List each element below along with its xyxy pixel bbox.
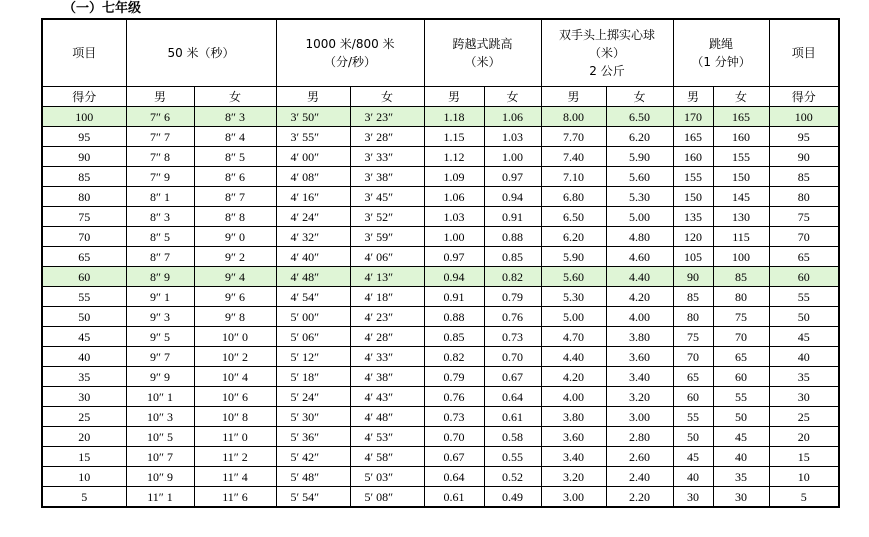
cell-score: 100 bbox=[42, 107, 126, 127]
subheader-male: 男 bbox=[424, 87, 484, 107]
cell-score-right: 100 bbox=[769, 107, 839, 127]
cell-jump-male: 0.82 bbox=[424, 347, 484, 367]
cell-800m-female: 3′ 45″ bbox=[350, 187, 424, 207]
cell-50m-male: 8″ 7 bbox=[126, 247, 194, 267]
cell-50m-male: 11″ 1 bbox=[126, 487, 194, 508]
cell-50m-male: 8″ 3 bbox=[126, 207, 194, 227]
subheader-row bbox=[42, 87, 839, 107]
cell-jump-male: 1.09 bbox=[424, 167, 484, 187]
table-row bbox=[42, 367, 839, 387]
cell-ball-female: 3.20 bbox=[606, 387, 673, 407]
cell-1000m-male: 5′ 06″ bbox=[276, 327, 350, 347]
cell-score: 15 bbox=[42, 447, 126, 467]
cell-score-right: 35 bbox=[769, 367, 839, 387]
cell-jump-female: 0.64 bbox=[484, 387, 541, 407]
cell-rope-female: 145 bbox=[713, 187, 769, 207]
cell-ball-male: 7.70 bbox=[541, 127, 606, 147]
header-jump-line1: 跨越式跳高 bbox=[452, 37, 513, 51]
cell-jump-male: 0.67 bbox=[424, 447, 484, 467]
cell-score-right: 30 bbox=[769, 387, 839, 407]
cell-50m-male: 9″ 5 bbox=[126, 327, 194, 347]
subheader-score: 得分 bbox=[42, 87, 126, 107]
cell-rope-female: 75 bbox=[713, 307, 769, 327]
cell-50m-male: 10″ 9 bbox=[126, 467, 194, 487]
cell-50m-female: 9″ 8 bbox=[194, 307, 276, 327]
cell-score: 60 bbox=[42, 267, 126, 287]
cell-50m-female: 8″ 6 bbox=[194, 167, 276, 187]
cell-ball-female: 3.60 bbox=[606, 347, 673, 367]
cell-jump-male: 0.73 bbox=[424, 407, 484, 427]
header-item-right: 项目 bbox=[769, 19, 839, 87]
cell-1000m-male: 5′ 36″ bbox=[276, 427, 350, 447]
cell-rope-male: 55 bbox=[673, 407, 713, 427]
table-row bbox=[42, 147, 839, 167]
cell-rope-female: 35 bbox=[713, 467, 769, 487]
cell-rope-male: 170 bbox=[673, 107, 713, 127]
table-row bbox=[42, 487, 839, 508]
cell-score-right: 50 bbox=[769, 307, 839, 327]
table-row bbox=[42, 167, 839, 187]
cell-ball-female: 6.50 bbox=[606, 107, 673, 127]
cell-1000m-male: 5′ 18″ bbox=[276, 367, 350, 387]
cell-score-right: 95 bbox=[769, 127, 839, 147]
subheader-male: 男 bbox=[126, 87, 194, 107]
cell-800m-female: 3′ 33″ bbox=[350, 147, 424, 167]
section-title: （一）七年级 bbox=[63, 1, 142, 16]
cell-ball-male: 7.10 bbox=[541, 167, 606, 187]
header-ball-line1: 双手头上掷实心球 bbox=[559, 28, 656, 42]
cell-800m-female: 3′ 28″ bbox=[350, 127, 424, 147]
cell-50m-female: 8″ 7 bbox=[194, 187, 276, 207]
cell-jump-female: 1.06 bbox=[484, 107, 541, 127]
cell-50m-male: 8″ 1 bbox=[126, 187, 194, 207]
cell-rope-female: 50 bbox=[713, 407, 769, 427]
cell-jump-female: 0.67 bbox=[484, 367, 541, 387]
cell-score: 70 bbox=[42, 227, 126, 247]
cell-50m-male: 7″ 7 bbox=[126, 127, 194, 147]
table-row bbox=[42, 427, 839, 447]
cell-ball-male: 4.00 bbox=[541, 387, 606, 407]
cell-score-right: 75 bbox=[769, 207, 839, 227]
cell-50m-female: 11″ 6 bbox=[194, 487, 276, 508]
cell-rope-male: 135 bbox=[673, 207, 713, 227]
cell-ball-male: 4.40 bbox=[541, 347, 606, 367]
cell-50m-male: 7″ 9 bbox=[126, 167, 194, 187]
table-row bbox=[42, 287, 839, 307]
cell-50m-female: 11″ 0 bbox=[194, 427, 276, 447]
cell-800m-female: 4′ 38″ bbox=[350, 367, 424, 387]
cell-50m-female: 10″ 4 bbox=[194, 367, 276, 387]
cell-rope-female: 80 bbox=[713, 287, 769, 307]
cell-score-right: 15 bbox=[769, 447, 839, 467]
cell-score-right: 20 bbox=[769, 427, 839, 447]
header-ball-line3: 2 公斤 bbox=[589, 64, 625, 78]
cell-50m-female: 9″ 2 bbox=[194, 247, 276, 267]
cell-1000m-male: 5′ 48″ bbox=[276, 467, 350, 487]
cell-50m-female: 11″ 2 bbox=[194, 447, 276, 467]
cell-jump-male: 1.18 bbox=[424, 107, 484, 127]
cell-50m-female: 8″ 3 bbox=[194, 107, 276, 127]
cell-score: 55 bbox=[42, 287, 126, 307]
cell-50m-female: 9″ 4 bbox=[194, 267, 276, 287]
cell-ball-female: 5.60 bbox=[606, 167, 673, 187]
header-50m-run: 50 米（秒） bbox=[126, 19, 276, 87]
cell-jump-female: 1.00 bbox=[484, 147, 541, 167]
cell-rope-male: 40 bbox=[673, 467, 713, 487]
cell-800m-female: 4′ 58″ bbox=[350, 447, 424, 467]
cell-50m-male: 9″ 1 bbox=[126, 287, 194, 307]
cell-1000m-male: 4′ 00″ bbox=[276, 147, 350, 167]
cell-1000m-male: 4′ 32″ bbox=[276, 227, 350, 247]
cell-800m-female: 5′ 08″ bbox=[350, 487, 424, 508]
cell-score: 35 bbox=[42, 367, 126, 387]
cell-jump-female: 0.58 bbox=[484, 427, 541, 447]
cell-rope-female: 130 bbox=[713, 207, 769, 227]
cell-ball-female: 3.40 bbox=[606, 367, 673, 387]
cell-score: 25 bbox=[42, 407, 126, 427]
cell-score-right: 80 bbox=[769, 187, 839, 207]
cell-1000m-male: 5′ 54″ bbox=[276, 487, 350, 508]
subheader-male: 男 bbox=[276, 87, 350, 107]
cell-score-right: 10 bbox=[769, 467, 839, 487]
cell-jump-male: 0.76 bbox=[424, 387, 484, 407]
cell-score-right: 45 bbox=[769, 327, 839, 347]
header-ball-line2: （米） bbox=[589, 46, 626, 60]
table-row bbox=[42, 387, 839, 407]
cell-ball-female: 5.00 bbox=[606, 207, 673, 227]
cell-800m-female: 4′ 18″ bbox=[350, 287, 424, 307]
cell-50m-female: 8″ 8 bbox=[194, 207, 276, 227]
cell-1000m-male: 5′ 00″ bbox=[276, 307, 350, 327]
cell-rope-female: 150 bbox=[713, 167, 769, 187]
subheader-female: 女 bbox=[713, 87, 769, 107]
cell-jump-female: 0.61 bbox=[484, 407, 541, 427]
cell-rope-female: 100 bbox=[713, 247, 769, 267]
cell-rope-female: 45 bbox=[713, 427, 769, 447]
table-row bbox=[42, 107, 839, 127]
cell-50m-female: 10″ 2 bbox=[194, 347, 276, 367]
cell-score-right: 5 bbox=[769, 487, 839, 508]
cell-50m-male: 9″ 9 bbox=[126, 367, 194, 387]
cell-jump-female: 0.82 bbox=[484, 267, 541, 287]
cell-50m-female: 9″ 6 bbox=[194, 287, 276, 307]
cell-rope-male: 160 bbox=[673, 147, 713, 167]
cell-ball-male: 5.90 bbox=[541, 247, 606, 267]
cell-50m-male: 10″ 3 bbox=[126, 407, 194, 427]
cell-jump-male: 0.61 bbox=[424, 487, 484, 508]
header-1000m-line1: 1000 米/800 米 bbox=[305, 37, 395, 51]
cell-50m-female: 11″ 4 bbox=[194, 467, 276, 487]
header-medicine-ball bbox=[541, 19, 673, 87]
subheader-female: 女 bbox=[606, 87, 673, 107]
cell-score-right: 40 bbox=[769, 347, 839, 367]
cell-score: 90 bbox=[42, 147, 126, 167]
table-row bbox=[42, 227, 839, 247]
cell-800m-female: 4′ 28″ bbox=[350, 327, 424, 347]
subheader-female: 女 bbox=[350, 87, 424, 107]
cell-score: 10 bbox=[42, 467, 126, 487]
table-row bbox=[42, 467, 839, 487]
cell-jump-male: 0.91 bbox=[424, 287, 484, 307]
table-row bbox=[42, 447, 839, 467]
cell-rope-male: 60 bbox=[673, 387, 713, 407]
cell-jump-female: 0.91 bbox=[484, 207, 541, 227]
cell-50m-female: 10″ 8 bbox=[194, 407, 276, 427]
cell-score: 40 bbox=[42, 347, 126, 367]
cell-rope-female: 60 bbox=[713, 367, 769, 387]
cell-jump-female: 0.49 bbox=[484, 487, 541, 508]
cell-ball-female: 3.80 bbox=[606, 327, 673, 347]
cell-800m-female: 3′ 52″ bbox=[350, 207, 424, 227]
cell-1000m-male: 4′ 24″ bbox=[276, 207, 350, 227]
cell-rope-male: 150 bbox=[673, 187, 713, 207]
table-row bbox=[42, 407, 839, 427]
cell-800m-female: 4′ 06″ bbox=[350, 247, 424, 267]
cell-score: 80 bbox=[42, 187, 126, 207]
cell-50m-male: 8″ 9 bbox=[126, 267, 194, 287]
cell-jump-female: 0.88 bbox=[484, 227, 541, 247]
cell-jump-male: 0.97 bbox=[424, 247, 484, 267]
cell-score-right: 90 bbox=[769, 147, 839, 167]
cell-800m-female: 3′ 38″ bbox=[350, 167, 424, 187]
cell-ball-male: 5.00 bbox=[541, 307, 606, 327]
cell-50m-female: 9″ 0 bbox=[194, 227, 276, 247]
cell-rope-female: 30 bbox=[713, 487, 769, 508]
subheader-female: 女 bbox=[484, 87, 541, 107]
table-row bbox=[42, 187, 839, 207]
cell-score: 75 bbox=[42, 207, 126, 227]
cell-rope-female: 70 bbox=[713, 327, 769, 347]
cell-ball-female: 5.30 bbox=[606, 187, 673, 207]
cell-ball-male: 7.40 bbox=[541, 147, 606, 167]
cell-jump-female: 0.97 bbox=[484, 167, 541, 187]
cell-ball-male: 6.20 bbox=[541, 227, 606, 247]
cell-jump-male: 0.88 bbox=[424, 307, 484, 327]
cell-rope-male: 85 bbox=[673, 287, 713, 307]
cell-ball-female: 6.20 bbox=[606, 127, 673, 147]
cell-800m-female: 4′ 33″ bbox=[350, 347, 424, 367]
subheader-male: 男 bbox=[673, 87, 713, 107]
cell-ball-female: 5.90 bbox=[606, 147, 673, 167]
cell-1000m-male: 4′ 48″ bbox=[276, 267, 350, 287]
cell-rope-male: 105 bbox=[673, 247, 713, 267]
cell-rope-female: 115 bbox=[713, 227, 769, 247]
cell-rope-male: 65 bbox=[673, 367, 713, 387]
cell-ball-female: 4.60 bbox=[606, 247, 673, 267]
header-high-jump bbox=[424, 19, 541, 87]
cell-jump-male: 0.85 bbox=[424, 327, 484, 347]
cell-ball-male: 3.00 bbox=[541, 487, 606, 508]
cell-rope-female: 160 bbox=[713, 127, 769, 147]
table-row bbox=[42, 327, 839, 347]
subheader-male: 男 bbox=[541, 87, 606, 107]
cell-ball-male: 8.00 bbox=[541, 107, 606, 127]
cell-800m-female: 4′ 43″ bbox=[350, 387, 424, 407]
cell-50m-female: 10″ 0 bbox=[194, 327, 276, 347]
cell-ball-male: 3.60 bbox=[541, 427, 606, 447]
cell-1000m-male: 5′ 24″ bbox=[276, 387, 350, 407]
cell-score: 85 bbox=[42, 167, 126, 187]
cell-jump-female: 0.76 bbox=[484, 307, 541, 327]
cell-ball-female: 4.00 bbox=[606, 307, 673, 327]
table-row bbox=[42, 207, 839, 227]
cell-jump-female: 0.52 bbox=[484, 467, 541, 487]
cell-score-right: 55 bbox=[769, 287, 839, 307]
cell-score: 65 bbox=[42, 247, 126, 267]
cell-rope-female: 85 bbox=[713, 267, 769, 287]
cell-ball-female: 3.00 bbox=[606, 407, 673, 427]
cell-score-right: 65 bbox=[769, 247, 839, 267]
cell-50m-male: 10″ 5 bbox=[126, 427, 194, 447]
header-1000m-800m-run bbox=[276, 19, 424, 87]
cell-rope-male: 165 bbox=[673, 127, 713, 147]
header-jump-line2: （米） bbox=[464, 55, 501, 69]
cell-ball-male: 4.70 bbox=[541, 327, 606, 347]
cell-ball-female: 2.40 bbox=[606, 467, 673, 487]
cell-jump-male: 1.03 bbox=[424, 207, 484, 227]
cell-jump-male: 0.79 bbox=[424, 367, 484, 387]
header-row bbox=[42, 19, 839, 87]
cell-jump-male: 1.06 bbox=[424, 187, 484, 207]
cell-800m-female: 5′ 03″ bbox=[350, 467, 424, 487]
cell-jump-male: 1.15 bbox=[424, 127, 484, 147]
cell-ball-female: 4.20 bbox=[606, 287, 673, 307]
cell-ball-female: 2.80 bbox=[606, 427, 673, 447]
subheader-score-right: 得分 bbox=[769, 87, 839, 107]
cell-jump-female: 1.03 bbox=[484, 127, 541, 147]
cell-score: 50 bbox=[42, 307, 126, 327]
cell-50m-female: 10″ 6 bbox=[194, 387, 276, 407]
cell-jump-female: 0.70 bbox=[484, 347, 541, 367]
cell-jump-male: 0.70 bbox=[424, 427, 484, 447]
cell-rope-male: 75 bbox=[673, 327, 713, 347]
cell-ball-female: 4.40 bbox=[606, 267, 673, 287]
cell-50m-male: 10″ 7 bbox=[126, 447, 194, 467]
cell-800m-female: 3′ 59″ bbox=[350, 227, 424, 247]
cell-1000m-male: 4′ 08″ bbox=[276, 167, 350, 187]
cell-rope-male: 50 bbox=[673, 427, 713, 447]
header-rope-skipping bbox=[673, 19, 769, 87]
cell-ball-male: 3.40 bbox=[541, 447, 606, 467]
cell-50m-male: 7″ 6 bbox=[126, 107, 194, 127]
cell-1000m-male: 3′ 55″ bbox=[276, 127, 350, 147]
cell-50m-female: 8″ 4 bbox=[194, 127, 276, 147]
cell-50m-male: 10″ 1 bbox=[126, 387, 194, 407]
cell-jump-female: 0.79 bbox=[484, 287, 541, 307]
cell-1000m-male: 4′ 16″ bbox=[276, 187, 350, 207]
header-1000m-line2: （分/秒） bbox=[323, 55, 377, 69]
cell-ball-male: 6.80 bbox=[541, 187, 606, 207]
cell-ball-male: 5.30 bbox=[541, 287, 606, 307]
cell-1000m-male: 5′ 30″ bbox=[276, 407, 350, 427]
cell-rope-female: 155 bbox=[713, 147, 769, 167]
cell-ball-female: 2.20 bbox=[606, 487, 673, 508]
table-row bbox=[42, 347, 839, 367]
cell-score: 30 bbox=[42, 387, 126, 407]
header-item: 项目 bbox=[42, 19, 126, 87]
cell-score: 5 bbox=[42, 487, 126, 508]
cell-jump-male: 1.00 bbox=[424, 227, 484, 247]
cell-800m-female: 3′ 23″ bbox=[350, 107, 424, 127]
cell-score-right: 70 bbox=[769, 227, 839, 247]
cell-1000m-male: 5′ 12″ bbox=[276, 347, 350, 367]
cell-50m-male: 8″ 5 bbox=[126, 227, 194, 247]
cell-rope-male: 80 bbox=[673, 307, 713, 327]
cell-50m-male: 9″ 7 bbox=[126, 347, 194, 367]
cell-50m-male: 9″ 3 bbox=[126, 307, 194, 327]
table-row bbox=[42, 247, 839, 267]
cell-ball-male: 3.80 bbox=[541, 407, 606, 427]
cell-jump-female: 0.73 bbox=[484, 327, 541, 347]
cell-rope-male: 70 bbox=[673, 347, 713, 367]
cell-rope-male: 120 bbox=[673, 227, 713, 247]
cell-rope-female: 165 bbox=[713, 107, 769, 127]
cell-ball-male: 5.60 bbox=[541, 267, 606, 287]
cell-jump-male: 0.64 bbox=[424, 467, 484, 487]
cell-800m-female: 4′ 53″ bbox=[350, 427, 424, 447]
cell-800m-female: 4′ 23″ bbox=[350, 307, 424, 327]
table-row bbox=[42, 127, 839, 147]
cell-rope-female: 65 bbox=[713, 347, 769, 367]
cell-ball-male: 3.20 bbox=[541, 467, 606, 487]
cell-1000m-male: 3′ 50″ bbox=[276, 107, 350, 127]
cell-score-right: 25 bbox=[769, 407, 839, 427]
cell-800m-female: 4′ 13″ bbox=[350, 267, 424, 287]
cell-score: 45 bbox=[42, 327, 126, 347]
cell-rope-female: 55 bbox=[713, 387, 769, 407]
cell-1000m-male: 4′ 54″ bbox=[276, 287, 350, 307]
cell-800m-female: 4′ 48″ bbox=[350, 407, 424, 427]
cell-jump-female: 0.94 bbox=[484, 187, 541, 207]
table-row bbox=[42, 267, 839, 287]
cell-jump-female: 0.55 bbox=[484, 447, 541, 467]
cell-ball-male: 4.20 bbox=[541, 367, 606, 387]
cell-ball-female: 4.80 bbox=[606, 227, 673, 247]
table-row bbox=[42, 307, 839, 327]
cell-ball-male: 6.50 bbox=[541, 207, 606, 227]
cell-ball-female: 2.60 bbox=[606, 447, 673, 467]
cell-1000m-male: 5′ 42″ bbox=[276, 447, 350, 467]
cell-rope-female: 40 bbox=[713, 447, 769, 467]
cell-score: 20 bbox=[42, 427, 126, 447]
subheader-female: 女 bbox=[194, 87, 276, 107]
header-rope-line1: 跳绳 bbox=[709, 37, 734, 51]
cell-50m-male: 7″ 8 bbox=[126, 147, 194, 167]
cell-score-right: 60 bbox=[769, 267, 839, 287]
cell-rope-male: 90 bbox=[673, 267, 713, 287]
cell-50m-female: 8″ 5 bbox=[194, 147, 276, 167]
cell-score: 95 bbox=[42, 127, 126, 147]
cell-score-right: 85 bbox=[769, 167, 839, 187]
cell-jump-male: 0.94 bbox=[424, 267, 484, 287]
cell-rope-male: 155 bbox=[673, 167, 713, 187]
cell-jump-male: 1.12 bbox=[424, 147, 484, 167]
cell-rope-male: 45 bbox=[673, 447, 713, 467]
header-rope-line2: （1 分钟） bbox=[691, 55, 751, 69]
cell-1000m-male: 4′ 40″ bbox=[276, 247, 350, 267]
cell-jump-female: 0.85 bbox=[484, 247, 541, 267]
grade7-score-table bbox=[41, 18, 840, 508]
cell-rope-male: 30 bbox=[673, 487, 713, 508]
